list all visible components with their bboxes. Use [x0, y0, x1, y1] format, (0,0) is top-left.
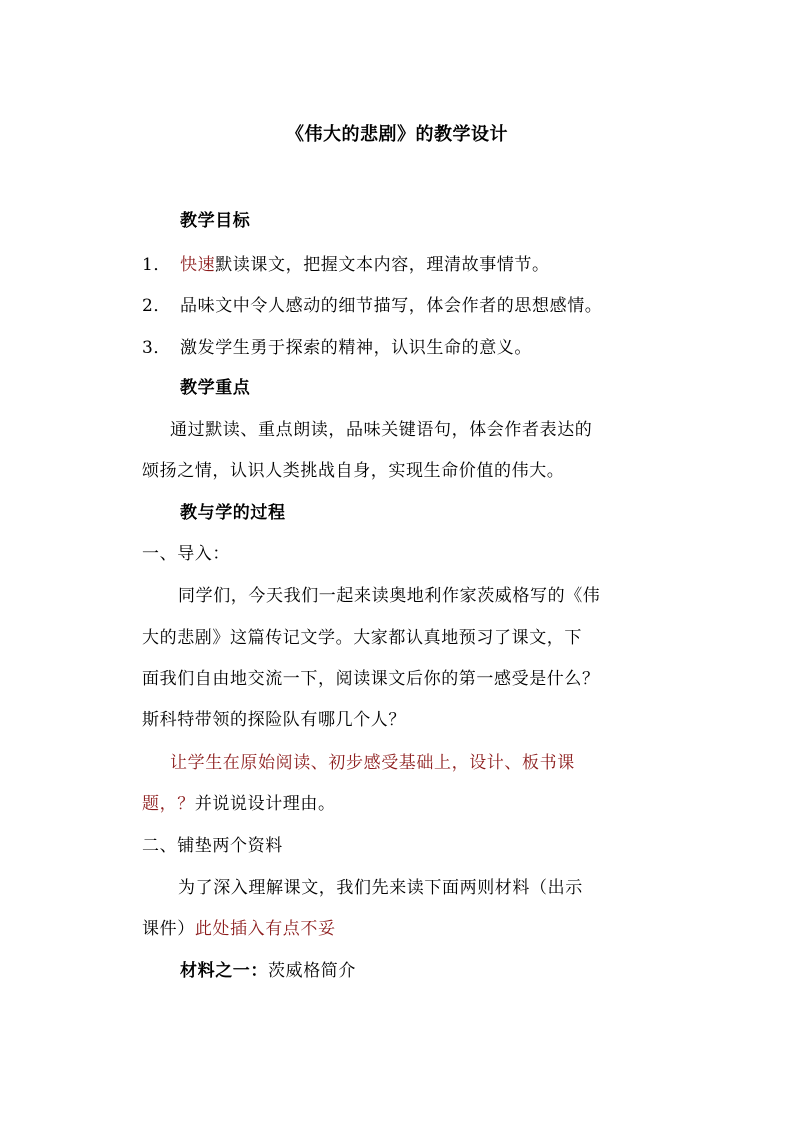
objective-red-text: 快速	[180, 255, 216, 275]
process-heading: 教与学的过程	[180, 503, 286, 523]
intro-paragraph-line: 同学们，今天我们一起来读奥地利作家茨威格写的《伟	[178, 586, 601, 606]
key-points-line: 颂扬之情，认识人类挑战自身，实现生命价值的伟大。	[142, 461, 565, 481]
intro-paragraph-line: 面我们自由地交流一下，阅读课文后你的第一感受是什么？	[142, 669, 600, 689]
material1-line	[180, 960, 356, 982]
objective-number: 2．	[142, 296, 172, 316]
objective-number: 1．	[142, 255, 172, 275]
objective-item-1	[142, 254, 550, 276]
material1-text: 茨威格简介	[268, 961, 356, 981]
intro-paragraph-line: 大的悲剧》这篇传记文学。大家都认真地预习了课文，下	[142, 628, 582, 648]
teacher-comment-line	[142, 793, 336, 815]
section2-red-comment: 此处插入有点不妥	[194, 919, 336, 939]
objective-text: 激发学生勇于探索的精神，认识生命的意义。	[180, 338, 532, 358]
objective-text: 默读课文，把握文本内容，理清故事情节。	[215, 255, 550, 275]
comment-red-text: 题，？	[142, 794, 195, 814]
section2-paragraph-line	[142, 918, 336, 940]
key-points-line: 通过默读、重点朗读，品味关键语句，体会作者表达的	[170, 420, 593, 440]
section1-heading: 一、导入：	[142, 544, 230, 564]
teacher-comment-line: 让学生在原始阅读、初步感受基础上，设计、板书课	[170, 753, 575, 773]
section2-text: 课件）	[142, 919, 195, 939]
objective-number: 3．	[142, 338, 172, 358]
comment-text: 并说说设计理由。	[194, 794, 336, 814]
objective-item-2	[142, 295, 602, 317]
objective-text: 品味文中令人感动的细节描写，体会作者的思想感情。	[180, 296, 603, 316]
key-points-heading: 教学重点	[180, 378, 251, 398]
section2-heading: 二、铺垫两个资料	[142, 836, 283, 856]
document-title: 《伟大的悲剧》的教学设计	[286, 124, 508, 145]
objective-item-3	[142, 337, 532, 359]
objectives-heading: 教学目标	[180, 211, 251, 231]
intro-paragraph-line: 斯科特带领的探险队有哪几个人？	[142, 710, 406, 730]
section2-paragraph-line: 为了深入理解课文，我们先来读下面两则材料（出示	[178, 878, 583, 898]
material1-label: 材料之一：	[180, 961, 268, 981]
